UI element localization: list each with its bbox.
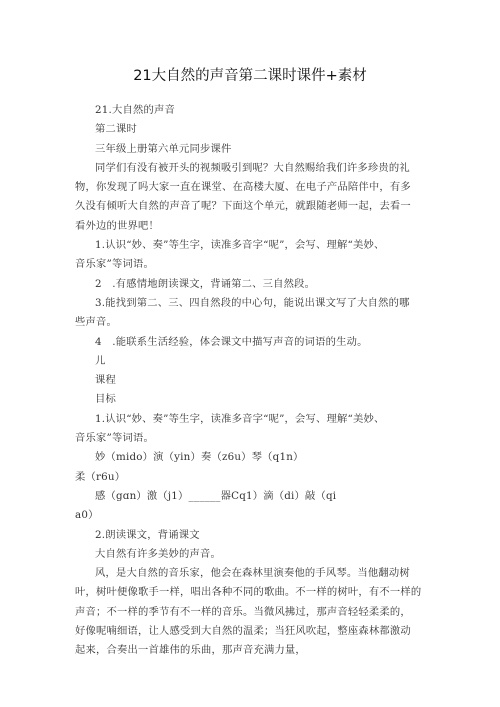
section-label: 课程 <box>95 374 116 387</box>
pinyin-line: 感（gɑn）激（j1）______器Cq1）滴（di）敲（qi <box>95 489 337 502</box>
objective-item: 1.认识“妙、奏”等生字，读准多音字“呢”，会写、理解“美妙、 <box>95 239 385 252</box>
paragraph-line: 看外边的世界吧！ <box>75 219 159 232</box>
paragraph-line: 风，是大自然的音乐家，他会在森林里演奏他的手风琴。当他翻动树 <box>95 567 410 580</box>
document-body <box>75 101 430 661</box>
paragraph-line: 声音；不一样的季节有不一样的音乐。当微风拂过，那声音轻轻柔柔的， <box>75 605 411 618</box>
pinyin-line: a0） <box>75 509 99 522</box>
objective-item: 1.认识“妙、奏”等生字，读准多音字“呢”，会写、理解“美妙、 <box>95 412 385 425</box>
paragraph-line: 大自然有许多美妙的声音。 <box>95 547 221 560</box>
heading-lesson: 21.大自然的声音 <box>95 104 175 116</box>
objective-item: 3.能找到第二、三、四自然段的中心句，能说出课文写了大自然的哪 <box>95 296 410 309</box>
objective-item: 些声音。 <box>75 316 117 329</box>
section-label: 儿 <box>95 354 106 367</box>
pinyin-line: 柔（r6u） <box>75 470 126 483</box>
objective-item: 音乐家”等词语。 <box>75 432 154 445</box>
section-label: 目标 <box>95 393 116 406</box>
paragraph-line: 久没有倾听大自然的声音了呢？下面这个单元，就跟随老师一起，去看一 <box>75 200 411 213</box>
paragraph-line: 同学们有没有被开头的视频吸引到呢？大自然赐给我们许多珍贵的礼 <box>95 161 410 174</box>
objective-item: 4 .能联系生活经验，体会课文中描写声音的词语的生动。 <box>95 335 368 348</box>
paragraph-line: 叶，树叶便像歌手一样，唱出各种不同的歌曲。不一样的树叶，有不一样的 <box>75 586 422 599</box>
paragraph-line: 好像呢喃细语，让人感受到大自然的温柔；当狂风吹起，整座森林都激动 <box>75 625 411 638</box>
objective-item: 2 .有感情地朗读课文，背诵第二、三自然段。 <box>95 277 316 290</box>
page-title: 21大自然的声音第二课时课件+素材 <box>133 68 367 84</box>
objective-item: 音乐家”等词语。 <box>75 258 154 271</box>
paragraph-line: 物，你发现了吗大家一直在课堂、在高楼大厦、在电子产品陪伴中，有多 <box>75 181 411 194</box>
subheading-unit: 三年级上册第六单元同步课件 <box>95 142 232 155</box>
subheading-period: 第二课时 <box>95 123 137 136</box>
pinyin-line: 妙（mido）演（yin）奏（z6u）琴（q1n） <box>95 451 304 464</box>
objective-item: 2.朗读课文，背诵课文 <box>95 528 200 541</box>
paragraph-line: 起来，合奏出一首雄伟的乐曲，那声音充满力量， <box>75 644 306 657</box>
